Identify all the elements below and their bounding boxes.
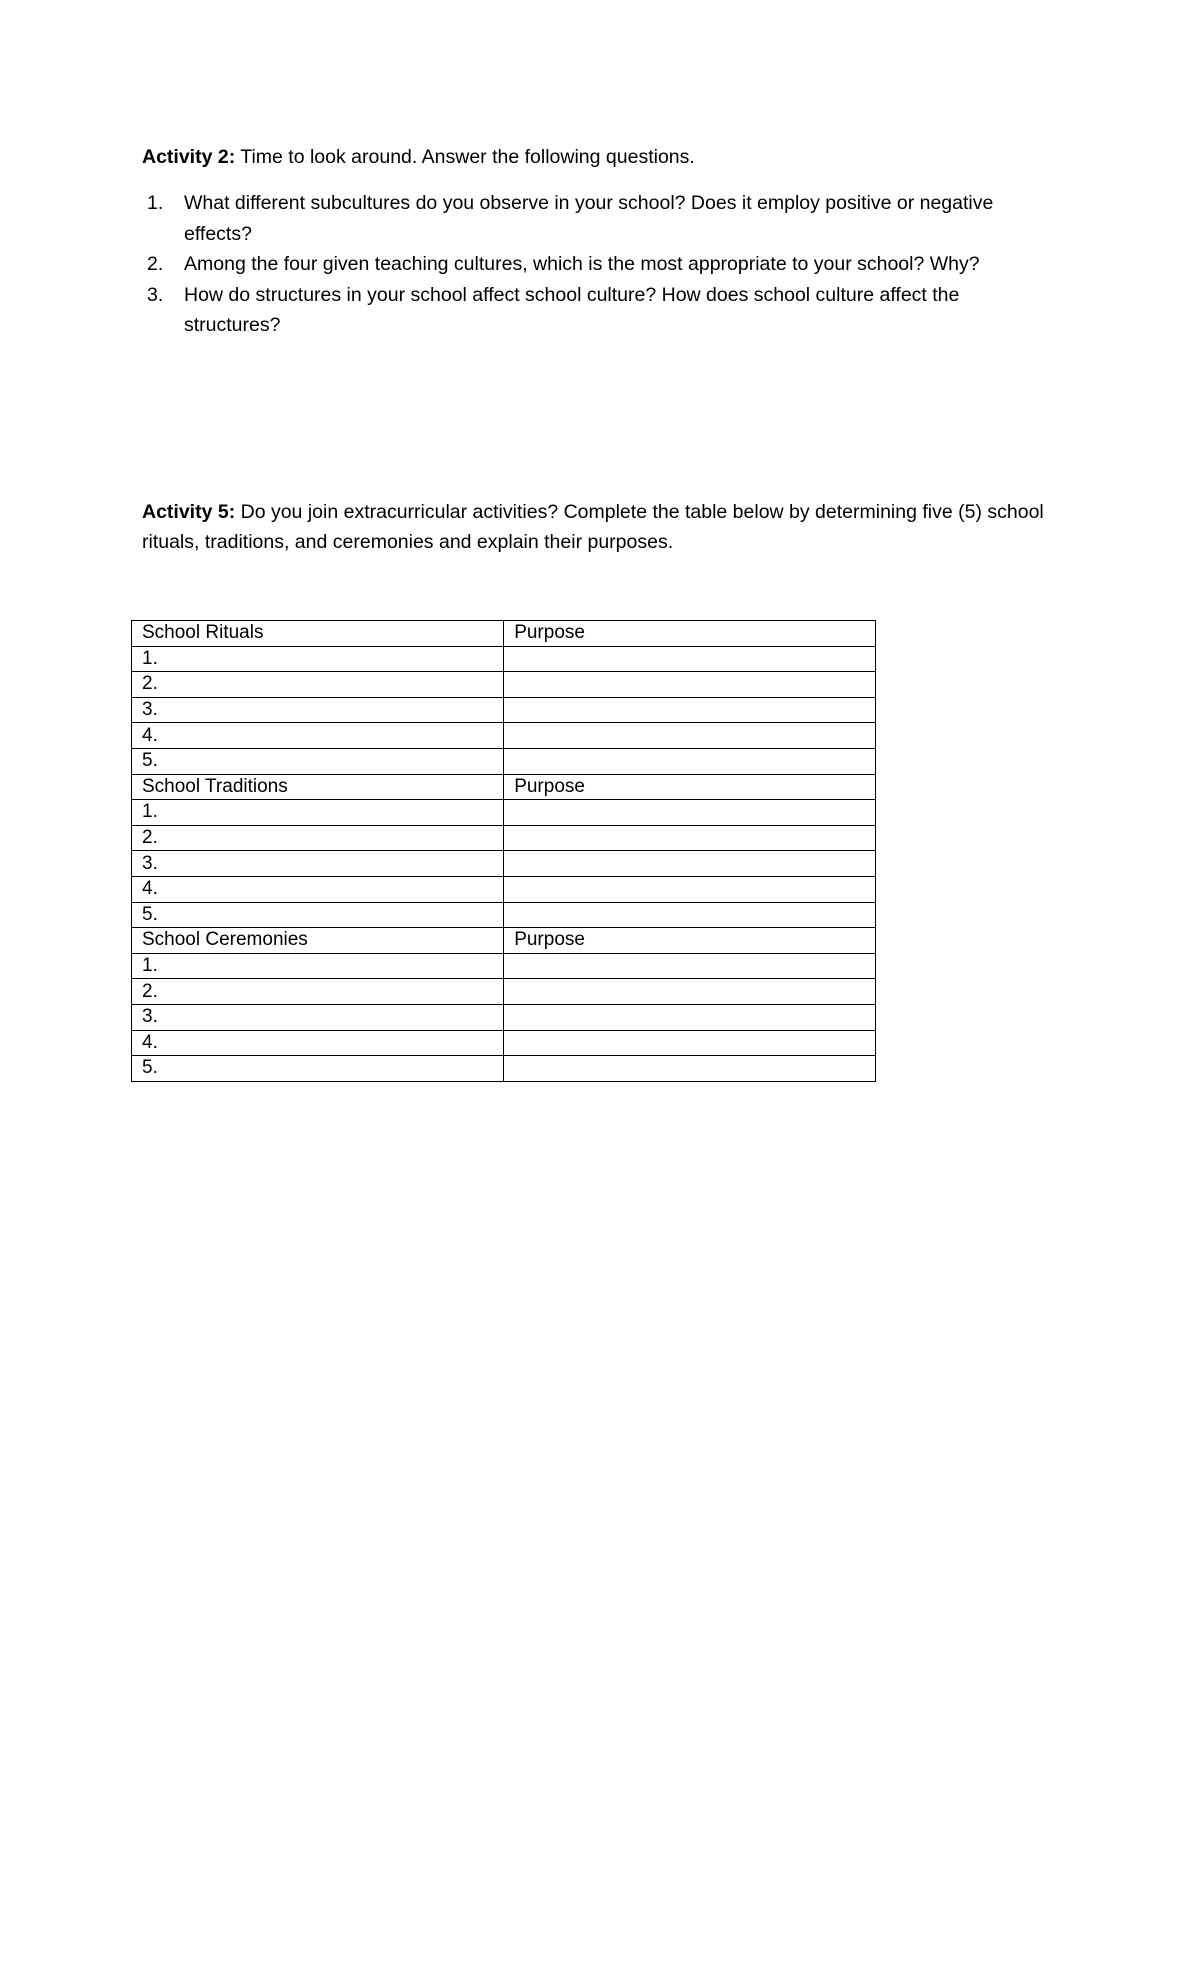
purpose-cell (504, 979, 876, 1005)
table-row (132, 953, 876, 979)
activity-2-label: Activity 2: (142, 146, 236, 168)
table-row (132, 1030, 876, 1056)
table-row (132, 876, 876, 902)
activity-5-text: Do you join extracurricular activities? Complete the table below by determining five (5) school rituals, traditions, and ceremonies and explain their purposes. (142, 501, 1044, 553)
section-header-row (132, 774, 876, 800)
activity-5-label: Activity 5: (142, 501, 236, 523)
purpose-cell (504, 748, 876, 774)
section-header-cell: School Traditions (132, 774, 504, 800)
row-number-cell: 4. (132, 1030, 504, 1056)
section-header-row (132, 928, 876, 954)
row-number-cell: 3. (132, 1004, 504, 1030)
purpose-header-cell: Purpose (504, 621, 876, 647)
question-text: What different subcultures do you observe in your school? Does it employ positive or negative effects? (184, 192, 994, 245)
row-number-cell: 2. (132, 825, 504, 851)
section-header-cell: School Rituals (132, 621, 504, 647)
table-row (132, 979, 876, 1005)
purpose-cell (504, 646, 876, 672)
purpose-cell (504, 953, 876, 979)
table-row (132, 825, 876, 851)
question-number: 1. (147, 192, 164, 214)
row-number-cell: 5. (132, 902, 504, 928)
row-number-cell: 1. (132, 953, 504, 979)
question-text: Among the four given teaching cultures, which is the most appropriate to your school? Why? (184, 253, 980, 275)
purpose-cell (504, 697, 876, 723)
question-item (142, 249, 1042, 280)
section-header-row (132, 621, 876, 647)
rituals-traditions-ceremonies-table (131, 620, 876, 1082)
table-row (132, 1056, 876, 1082)
table-row (132, 672, 876, 698)
activity-5-prompt (142, 497, 1082, 557)
purpose-cell (504, 1004, 876, 1030)
purpose-header-cell: Purpose (504, 774, 876, 800)
row-number-cell: 3. (132, 851, 504, 877)
table-row (132, 902, 876, 928)
purpose-cell (504, 1030, 876, 1056)
table-row (132, 1004, 876, 1030)
row-number-cell: 2. (132, 979, 504, 1005)
question-text: How do structures in your school affect school culture? How does school culture affect the structures? (184, 283, 960, 336)
purpose-cell (504, 851, 876, 877)
purpose-header-cell: Purpose (504, 928, 876, 954)
row-number-cell: 2. (132, 672, 504, 698)
question-item (142, 280, 1042, 341)
activity-2-prompt (142, 142, 1082, 172)
purpose-cell (504, 723, 876, 749)
row-number-cell: 1. (132, 646, 504, 672)
section-header-cell: School Ceremonies (132, 928, 504, 954)
question-number: 3. (147, 283, 164, 306)
table-row (132, 697, 876, 723)
question-number: 2. (147, 253, 164, 275)
purpose-cell (504, 672, 876, 698)
purpose-cell (504, 876, 876, 902)
purpose-cell (504, 902, 876, 928)
purpose-cell (504, 800, 876, 826)
activity-2-text: Time to look around. Answer the following questions. (235, 146, 695, 168)
table-row (132, 800, 876, 826)
row-number-cell: 5. (132, 748, 504, 774)
row-number-cell: 4. (132, 876, 504, 902)
table-row (132, 748, 876, 774)
question-item (142, 188, 1042, 249)
row-number-cell: 5. (132, 1056, 504, 1082)
row-number-cell: 3. (132, 697, 504, 723)
purpose-cell (504, 1056, 876, 1082)
row-number-cell: 4. (132, 723, 504, 749)
table-row (132, 646, 876, 672)
purpose-cell (504, 825, 876, 851)
table-row (132, 851, 876, 877)
question-list (142, 188, 1042, 341)
table-row (132, 723, 876, 749)
row-number-cell: 1. (132, 800, 504, 826)
